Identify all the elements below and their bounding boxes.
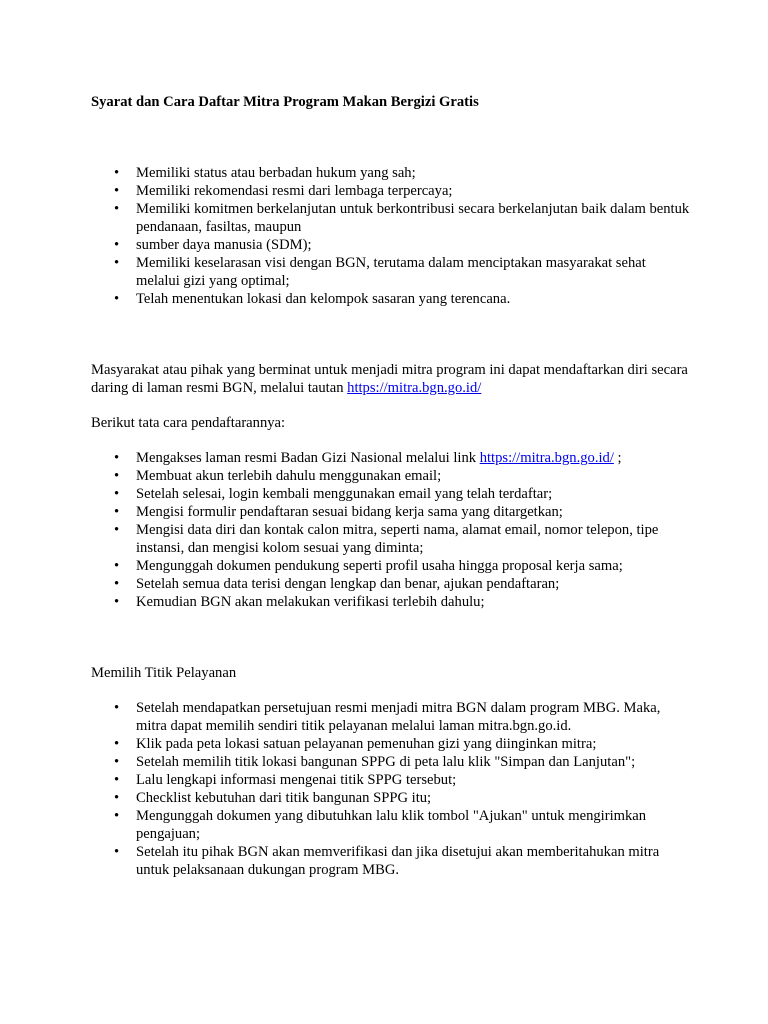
list-item-text: Memiliki status atau berbadan hukum yang sah; (136, 165, 416, 181)
list-item (114, 521, 691, 557)
list-item (114, 735, 691, 753)
list-item-text: sumber daya manusia (SDM); (136, 237, 312, 253)
steps-heading: Berikut tata cara pendaftarannya: (91, 415, 286, 431)
list-item (114, 290, 691, 308)
list-item (114, 254, 691, 290)
bullet-icon: • (114, 736, 120, 752)
bullet-icon: • (114, 558, 120, 574)
list-item (114, 807, 691, 843)
service-steps-list (91, 699, 691, 879)
bullet-icon: • (114, 844, 120, 860)
bullet-icon: • (114, 772, 120, 788)
intro-text: Masyarakat atau pihak yang berminat untuk menjadi mitra program ini dapat mendaftarkan diri secara daring di laman resmi BGN, melalui tautan (91, 362, 688, 396)
list-item (114, 593, 691, 611)
service-heading: Memilih Titik Pelayanan (91, 665, 237, 681)
list-item (114, 699, 691, 735)
bullet-icon: • (114, 790, 120, 806)
bullet-icon: • (114, 576, 120, 592)
mitra-link[interactable]: https://mitra.bgn.go.id/ (347, 380, 482, 396)
list-item (114, 771, 691, 789)
document-title: Syarat dan Cara Daftar Mitra Program Makan Bergizi Gratis (91, 94, 479, 110)
list-item (114, 485, 691, 503)
list-item (114, 789, 691, 807)
list-item (114, 182, 691, 200)
bullet-icon: • (114, 183, 120, 199)
bullet-icon: • (114, 450, 120, 466)
bullet-icon: • (114, 700, 120, 716)
list-item-text: Setelah itu pihak BGN akan memverifikasi dan jika disetujui akan memberitahukan mitra untuk pelaksanaan dukungan program MBG. (136, 844, 660, 878)
list-item (114, 557, 691, 575)
bullet-icon: • (114, 594, 120, 610)
list-item-suffix: ; (613, 450, 622, 466)
list-item-text: Mengisi formulir pendaftaran sesuai bidang kerja sama yang ditargetkan; (136, 504, 563, 520)
bullet-icon: • (114, 486, 120, 502)
list-item (114, 575, 691, 593)
bullet-icon: • (114, 165, 120, 181)
list-item (114, 753, 691, 771)
bullet-icon: • (114, 754, 120, 770)
list-item-text: Kemudian BGN akan melakukan verifikasi terlebih dahulu; (136, 594, 485, 610)
list-item (114, 467, 691, 485)
list-item-text: Lalu lengkapi informasi mengenai titik SPPG tersebut; (136, 772, 457, 788)
document-page (91, 93, 691, 879)
list-item-text: Membuat akun terlebih dahulu menggunakan email; (136, 468, 442, 484)
list-item-text: Mengisi data diri dan kontak calon mitra, seperti nama, alamat email, nomor telepon, tipe instansi, dan mengisi kolom sesuai yang diminta; (136, 522, 659, 556)
intro-paragraph (91, 361, 691, 397)
mitra-link[interactable]: https://mitra.bgn.go.id/ (479, 450, 614, 466)
bullet-icon: • (114, 808, 120, 824)
list-item-text: Mengunggah dokumen pendukung seperti profil usaha hingga proposal kerja sama; (136, 558, 623, 574)
list-item-text: Setelah selesai, login kembali menggunakan email yang telah terdaftar; (136, 486, 553, 502)
list-item (114, 843, 691, 879)
list-item-text: Setelah mendapatkan persetujuan resmi menjadi mitra BGN dalam program MBG. Maka, mitra dapat memilih sendiri titik pelayanan melalui laman mitra.bgn.go.id. (136, 700, 661, 734)
list-item-text: Mengunggah dokumen yang dibutuhkan lalu klik tombol "Ajukan" untuk mengirimkan pengajuan; (136, 808, 647, 842)
bullet-icon: • (114, 237, 120, 253)
registration-steps-list (91, 449, 691, 611)
list-item-text: Checklist kebutuhan dari titik bangunan SPPG itu; (136, 790, 432, 806)
list-item (114, 164, 691, 182)
list-item (114, 236, 691, 254)
bullet-icon: • (114, 522, 120, 538)
list-item (114, 449, 691, 467)
list-item-text: Klik pada peta lokasi satuan pelayanan pemenuhan gizi yang diinginkan mitra; (136, 736, 597, 752)
list-item-text: Memiliki komitmen berkelanjutan untuk berkontribusi secara berkelanjutan baik dalam bentuk pendanaan, fasiltas, maupun (136, 201, 690, 235)
bullet-icon: • (114, 504, 120, 520)
bullet-icon: • (114, 255, 120, 271)
bullet-icon: • (114, 291, 120, 307)
list-item-text: Memiliki rekomendasi resmi dari lembaga terpercaya; (136, 183, 453, 199)
list-item (114, 200, 691, 236)
bullet-icon: • (114, 201, 120, 217)
list-item-text: Setelah memilih titik lokasi bangunan SPPG di peta lalu klik "Simpan dan Lanjutan"; (136, 754, 636, 770)
list-item (114, 503, 691, 521)
list-item-text: Memiliki keselarasan visi dengan BGN, terutama dalam menciptakan masyarakat sehat melalui gizi yang optimal; (136, 255, 646, 289)
requirements-list (91, 164, 691, 308)
list-item-text: Telah menentukan lokasi dan kelompok sasaran yang terencana. (136, 291, 511, 307)
bullet-icon: • (114, 468, 120, 484)
list-item-text: Mengakses laman resmi Badan Gizi Nasional melalui link (136, 450, 480, 466)
list-item-text: Setelah semua data terisi dengan lengkap dan benar, ajukan pendaftaran; (136, 576, 560, 592)
